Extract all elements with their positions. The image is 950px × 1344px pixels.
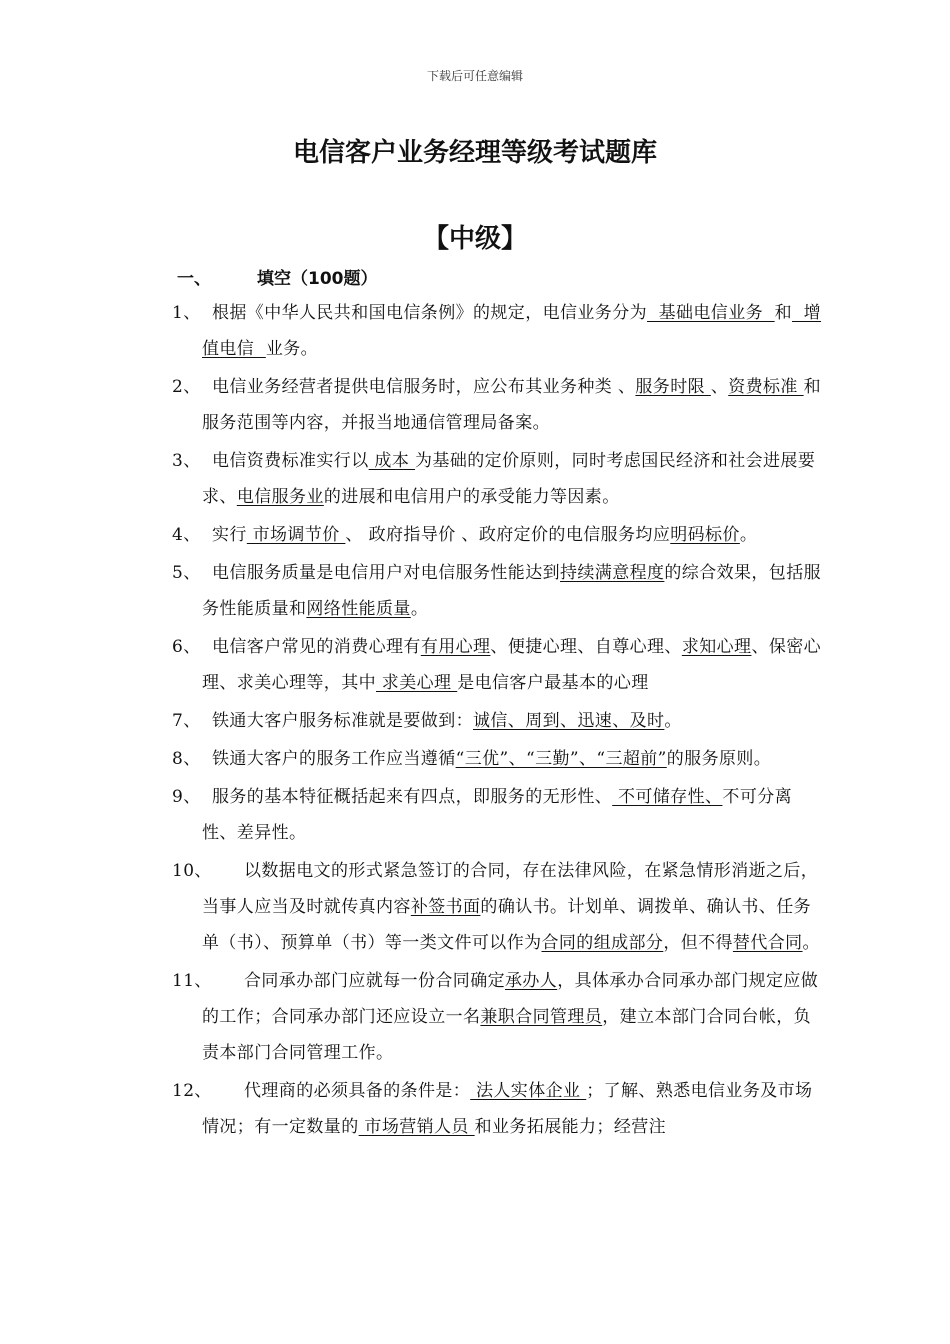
question-fragment: 电信资费标准实行以: [212, 451, 369, 471]
question-text: [202, 629, 822, 701]
answer-blank: 合同的组成部分: [541, 933, 664, 953]
question-number: 5、: [172, 563, 201, 583]
question-item: [172, 629, 822, 701]
answer-blank: 增值电信: [202, 303, 822, 359]
question-text: [202, 443, 822, 515]
question-fragment: 和业务拓展能力；经营注: [474, 1117, 667, 1137]
question-item: [172, 517, 822, 553]
answer-blank: 明码标价: [670, 525, 740, 545]
answer-blank: 诚信、周到、迅速、及时: [473, 711, 665, 731]
question-fragment: 、 政府指导价 、政府定价的电信服务均应: [345, 525, 671, 545]
question-number: 12、: [172, 1081, 212, 1101]
section-heading: [177, 264, 378, 289]
question-fragment: 。: [664, 711, 682, 731]
answer-blank: 成本: [368, 451, 416, 471]
question-text: [202, 779, 822, 851]
question-text: [202, 853, 822, 961]
document-title: 电信客户业务经理等级考试题库: [292, 138, 657, 168]
question-text: [202, 741, 822, 777]
question-text: [202, 1073, 822, 1145]
question-fragment: 电信业务经营者提供电信服务时，应公布其业务种类 、: [212, 377, 636, 397]
question-text: [202, 555, 822, 627]
question-number: 1、: [172, 303, 201, 323]
question-text: [202, 703, 822, 739]
answer-blank: 不可储存性、: [612, 787, 723, 807]
question-fragment: 合同承办部门应就每一份合同确定: [244, 971, 505, 991]
question-item: [172, 369, 822, 441]
question-number: 10、: [172, 861, 212, 881]
question-fragment: 以数据电文的形式紧急签订的合同，存在法律风险，在紧急情形消逝之后，当事人应当及时就传真内容: [202, 861, 819, 917]
question-item: [172, 555, 822, 627]
question-fragment: ，具体承办合同承办部门规定应做的工作；合同承办部门还应设立一名: [202, 971, 819, 1027]
question-number: 4、: [172, 525, 201, 545]
question-fragment: 铁通大客户服务标准就是要做到：: [212, 711, 473, 731]
question-fragment: ，但不得: [663, 933, 733, 953]
header-note: 下载后可任意编辑: [426, 69, 523, 83]
question-fragment: 不可分离性、差异性。: [202, 787, 793, 843]
answer-blank: 服务时限: [635, 377, 711, 397]
question-item: [172, 1073, 822, 1145]
question-fragment: 电信服务质量是电信用户对电信服务性能达到: [212, 563, 560, 583]
answer-blank: 承办人: [505, 971, 558, 991]
section-number: 一、: [177, 269, 211, 289]
question-text: [202, 295, 822, 367]
answer-blank: 市场营销人员: [358, 1117, 475, 1137]
question-item: [172, 703, 822, 739]
question-fragment: 代理商的必须具备的条件是：: [244, 1081, 471, 1101]
question-fragment: ；了解、熟悉电信业务及市场情况；有一定数量的: [202, 1081, 813, 1137]
question-fragment: 和: [774, 303, 793, 323]
question-number: 9、: [172, 787, 201, 807]
question-fragment: 业务。: [265, 339, 319, 359]
question-fragment: 的综合效果，包括服务性能质量和: [202, 563, 822, 619]
question-number: 8、: [172, 749, 201, 769]
level-title: 【中级】: [422, 224, 527, 254]
answer-blank: 兼职合同管理员: [480, 1007, 603, 1027]
question-item: [172, 443, 822, 515]
question-item: [172, 853, 822, 961]
question-number: 6、: [172, 637, 201, 657]
question-fragment: ，建立本部门合同台帐，负责本部门合同管理工作。: [202, 1007, 812, 1063]
question-fragment: 的服务原则。: [666, 749, 772, 769]
question-fragment: 服务的基本特征概括起来有四点，即服务的无形性、: [212, 787, 613, 807]
question-number: 2、: [172, 377, 201, 397]
question-fragment: 。: [802, 933, 820, 953]
answer-blank: 基础电信业务: [647, 303, 775, 323]
question-item: [172, 963, 822, 1071]
question-fragment: 、便捷心理、自尊心理、: [490, 637, 682, 657]
question-list: [172, 295, 822, 1145]
section-text: 填空（100题）: [257, 269, 378, 289]
answer-blank: 法人实体企业: [470, 1081, 587, 1101]
question-number: 3、: [172, 451, 201, 471]
answer-blank: 市场调节价: [246, 525, 346, 545]
question-fragment: 为基础的定价原则，同时考虑国民经济和社会进展要求、: [202, 451, 816, 507]
question-item: [172, 779, 822, 851]
question-number: 11、: [172, 971, 212, 991]
question-number: 7、: [172, 711, 201, 731]
answer-blank: 替代合同: [732, 933, 803, 953]
question-fragment: 。: [410, 599, 429, 619]
answer-blank: 持续满意程度: [560, 563, 665, 583]
question-fragment: 的进展和电信用户的承受能力等因素。: [323, 487, 620, 507]
question-item: [172, 741, 822, 777]
answer-blank: 求美心理: [376, 673, 458, 693]
question-fragment: 、: [710, 377, 729, 397]
question-fragment: 是电信客户最基本的心理: [457, 673, 649, 693]
answer-blank: 求知心理: [681, 637, 752, 657]
question-fragment: 的确认书。计划单、调拨单、确认书、任务单（书）、预算单（书）等一类文件可以作为: [202, 897, 812, 953]
question-fragment: 、保密心理、求美心理等，其中: [202, 637, 822, 693]
question-fragment: 和服务范围等内容，并报当地通信管理局备案。: [202, 377, 822, 433]
question-text: [202, 369, 822, 441]
question-text: [202, 517, 822, 553]
answer-blank: 有用心理: [420, 637, 491, 657]
question-fragment: 根据《中华人民共和国电信条例》的规定，电信业务分为: [212, 303, 647, 323]
question-fragment: 电信客户常见的消费心理有: [212, 637, 421, 657]
answer-blank: 补签书面: [410, 897, 481, 917]
question-text: [202, 963, 822, 1071]
answer-blank: 网络性能质量: [306, 599, 411, 619]
question-fragment: 。: [739, 525, 758, 545]
answer-blank: 资费标准: [728, 377, 804, 397]
answer-blank: 电信服务业: [236, 487, 324, 507]
answer-blank: “三优”、“三勤”、“三超前”: [455, 749, 667, 769]
question-item: [172, 295, 822, 367]
question-fragment: 实行: [212, 525, 247, 545]
question-fragment: 铁通大客户的服务工作应当遵循: [212, 749, 456, 769]
